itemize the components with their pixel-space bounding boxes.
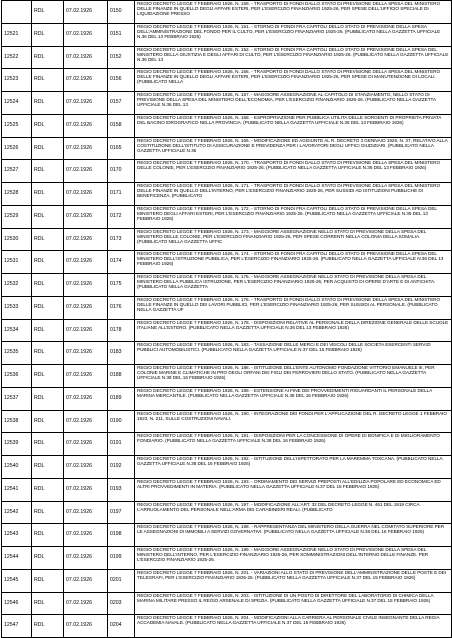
law-date-cell: 07.02.1926 xyxy=(64,319,108,342)
law-description-cell: REGIO DECRETO LEGGE 7 FEBBRAIO 1926, N. 157. - MAGGIORE ASSEGNAZIONE AL CAPITOLO DI STANZIAMENTO, NELLO STATO DI PREVISIONE DELLA SPESA DEL MINISTERO DELL'ECONOMIA, PER L'ESERCIZIO FINANZIARIO 1925-26. (PUBBLICATO NELLA GAZZETTA UFFICIALE N.36 DEL 13 xyxy=(135,92,452,115)
table-row xyxy=(2,1,452,24)
law-description-cell: REGIO DECRETO LEGGE 7 FEBBRAIO 1926, N. 173. - MAGGIORE ASSEGNAZIONE NELLO STATO DI PREVISIONE DELLA SPESA DEL MINISTERO DELLE COLONIE, PER L'ESERCIZIO FINANZIARIO 1925-26, PER SPESE CORRENTI NELLA COLONIA DELLA SOMALIA. (PUBBLICATO NELLA GAZZETTA UFFIC xyxy=(135,228,452,251)
table-row xyxy=(2,342,452,365)
law-code-cell: 0201 xyxy=(108,569,135,592)
law-date-cell: 07.02.1926 xyxy=(64,342,108,365)
law-number-cell: 12529 xyxy=(2,205,32,228)
law-type-cell: RDL xyxy=(32,183,64,206)
law-number-cell: 12547 xyxy=(2,615,32,638)
law-description-cell: REGIO DECRETO LEGGE 7 FEBBRAIO 1926, N. 191. - DISPOSIZIONI PER LA CONCESSIONE DI OPERE DI BONIFICA E DI MIGLIORAMENTO FONDIARIO. (PUBBLICATO NELLA GAZZETTA UFFICIALE N.38 DEL 16 FEBBRAIO 1926) xyxy=(135,433,452,456)
law-code-cell: 0173 xyxy=(108,228,135,251)
law-date-cell: 07.02.1926 xyxy=(64,92,108,115)
law-date-cell: 07.02.1926 xyxy=(64,433,108,456)
law-code-cell: 0151 xyxy=(108,23,135,46)
law-number-cell: 12539 xyxy=(2,433,32,456)
law-type-cell: RDL xyxy=(32,205,64,228)
law-type-cell: RDL xyxy=(32,592,64,615)
law-date-cell: 07.02.1926 xyxy=(64,501,108,524)
law-code-cell: 0198 xyxy=(108,524,135,547)
table-row xyxy=(2,137,452,160)
law-number-cell: 12525 xyxy=(2,114,32,137)
law-date-cell: 07.02.1926 xyxy=(64,478,108,501)
law-description-cell: REGIO DECRETO LEGGE 7 FEBBRAIO 1926, N. 171. - TRASPORTO DI FONDI DALLO STATO DI PREVISIONE DELLA SPESA DEL MINISTERO DELLE FINANZE IN QUELLO DELL'INTERNO, PER L'ESERCIZIO FINANZIARIO 1925-26, PER SUSSIDI AD ISTITUZIONI PUBBLICHE DI BENEFICENZA. (PUBBLICATO xyxy=(135,183,452,206)
law-number-cell: 12530 xyxy=(2,228,32,251)
law-date-cell: 07.02.1926 xyxy=(64,114,108,137)
law-type-cell: RDL xyxy=(32,69,64,92)
laws-table-body xyxy=(2,1,452,638)
law-code-cell: 0150 xyxy=(108,1,135,24)
law-number-cell: 12521 xyxy=(2,23,32,46)
law-number-cell: 12532 xyxy=(2,274,32,297)
table-row xyxy=(2,114,452,137)
law-date-cell: 07.02.1926 xyxy=(64,23,108,46)
law-number-cell xyxy=(2,1,32,24)
law-description-cell: REGIO DECRETO LEGGE 7 FEBBRAIO 1926, N. 156. - TRASPORTO DI FONDI DALLO STATO DI PREVISIONE DELLA SPESA DEL MINISTERO DELLE FINANZE IN QUELLO DEGLI AFFARI ESTERI, PER L'ESERCIZIO FINANZIARIO 1925-26, PER SPESE DI MANUTENZIONE DI LOCALI. (PUBBLICATO NELLA xyxy=(135,69,452,92)
law-description-cell: REGIO DECRETO LEGGE 7 FEBBRAIO 1926, N. 199. - MAGGIORE ASSEGNAZIONE NELLO STATO DI PREVISIONE DELLA SPESA DEL MINISTERO DELL'INTERNO, PER L'ESERCIZIO FINANZIARIO 1925-26, PER SOMMINISTRAZIONI DELL'INTERNO DELLE FINANZE. PER L'ESERCIZIO FINANZIARIO 1925-26. xyxy=(135,547,452,570)
law-description-cell: REGIO DECRETO LEGGE 7 FEBBRAIO 1926, N. 190. - INTEGRAZIONE DEI FONDI PER L'APPLICAZIONE DEL R. DECRETO LEGGE 1 FEBBRAIO 1923, N. 211, SULLE COSTRUZIONI NAVALI. xyxy=(135,410,452,433)
law-code-cell: 0172 xyxy=(108,205,135,228)
law-date-cell: 07.02.1926 xyxy=(64,69,108,92)
law-type-cell: RDL xyxy=(32,23,64,46)
table-row xyxy=(2,160,452,183)
law-type-cell: RDL xyxy=(32,160,64,183)
law-code-cell: 0191 xyxy=(108,433,135,456)
table-row xyxy=(2,228,452,251)
law-code-cell: 0189 xyxy=(108,387,135,410)
law-description-cell: REGIO DECRETO LEGGE 7 FEBBRAIO 1926, N. 165. - MODIFICAZIONE ED AGGIUNTE AL R. DECRETO 3 GENNAIO 1926, N. 37, RELATIVO ALLA COSTITUZIONE DELL'ISTITUTO DI ASSICURAZIONE E PREVIDENZA PER I LAVORATORI DEGLI UFFICI GIUDIZIARI. (PUBBLICATO NELLA GAZZETTA UFFICIALE N.36 xyxy=(135,137,452,160)
law-number-cell: 12534 xyxy=(2,319,32,342)
table-row xyxy=(2,569,452,592)
law-type-cell: RDL xyxy=(32,547,64,570)
law-code-cell: 0190 xyxy=(108,410,135,433)
law-code-cell: 0171 xyxy=(108,183,135,206)
law-description-cell: REGIO DECRETO LEGGE 7 FEBBRAIO 1926, N. 189. - ESTENSIONE AI FINE DEI PROVVEDIMENTI RIGUARDANTI IL PERSONALE DELLA MARINA MERCANTILE. (PUBBLICATO NELLA GAZZETTA UFFICIALE N.38 DEL 16 FEBBRAIO 1926) xyxy=(135,387,452,410)
table-row xyxy=(2,478,452,501)
law-date-cell: 07.02.1926 xyxy=(64,183,108,206)
law-number-cell: 12535 xyxy=(2,342,32,365)
law-date-cell: 07.02.1926 xyxy=(64,228,108,251)
law-number-cell: 12540 xyxy=(2,456,32,479)
law-number-cell: 12528 xyxy=(2,183,32,206)
law-date-cell: 07.02.1926 xyxy=(64,569,108,592)
law-type-cell: RDL xyxy=(32,524,64,547)
law-number-cell: 12531 xyxy=(2,251,32,274)
table-row xyxy=(2,319,452,342)
table-row xyxy=(2,433,452,456)
law-description-cell: REGIO DECRETO LEGGE 7 FEBBRAIO 1926, N. 183. - TASSAZIONE DELLE MERCI E DEI VEICOLI DELLE SOCIETA ESERCENTI SERVIZI PUBBLICI AUTOMOBILISTICI. (PUBBLICATO NELLA GAZZETTA UFFICIALE N.37 DEL 15 FEBBRAIO 1926) xyxy=(135,342,452,365)
law-type-cell: RDL xyxy=(32,114,64,137)
law-code-cell: 0174 xyxy=(108,251,135,274)
law-type-cell: RDL xyxy=(32,1,64,24)
table-row xyxy=(2,501,452,524)
law-date-cell: 07.02.1926 xyxy=(64,456,108,479)
law-number-cell: 12533 xyxy=(2,296,32,319)
law-description-cell: REGIO DECRETO LEGGE 7 FEBBRAIO 1926, N. 158. - ESPROPRIAZIONE PER PUBBLICA UTILITA DELLE SORGENTI DI PROPRIETA PRIVATA DEL BACINO IDROGRAFICO NELLA PROVINCIA. (PUBBLICATO NELLA GAZZETTA UFFICIALE N.36 DEL 13 FEBBRAIO 1926) xyxy=(135,114,452,137)
law-number-cell: 12527 xyxy=(2,160,32,183)
table-row xyxy=(2,456,452,479)
law-code-cell: 0175 xyxy=(108,274,135,297)
law-description-cell: REGIO DECRETO LEGGE 7 FEBBRAIO 1926, N. 201. - VARIAZIONI ALLO STATO DI PREVISIONE DELL'AMMINISTRAZIONE DELLE POSTE E DEI TELEGRAFI, PER L'ESERCIZIO FINANZIARIO 1925-26. (PUBBLICATO NELLA GAZZETTA UFFICIALE N.37 DEL 15 FEBBRAIO 1926) xyxy=(135,569,452,592)
law-type-cell: RDL xyxy=(32,228,64,251)
law-description-cell: REGIO DECRETO LEGGE 7 FEBBRAIO 1926, N. 175. - MAGGIORE ASSEGNAZIONE NELLO STATO DI PREVISIONE DELLA SPESA DEL MINISTERO DELLA PUBBLICA ISTRUZIONE, PER L'ESERCIZIO FINANZIARIO 1925-26, PER ACQUISTO DI OPERE D'ARTE E DI ANTICHITA. (PUBBLICATO NELLA GAZZETTA xyxy=(135,274,452,297)
law-date-cell: 07.02.1926 xyxy=(64,1,108,24)
law-description-cell: REGIO DECRETO LEGGE 7 FEBBRAIO 1926, N. 198. - RAPPRESENTANZA DEL MINISTERO DELLA GUERRA NEL COMITATO SUPERIORE PER LE ASSEGNAZIONI DI IMMOBILI A SERVIZI GOVERNATIVI. (PUBBLICATO NELLA GAZZETTA UFFICIALE N.38 DEL 16 FEBBRAIO 1926) xyxy=(135,524,452,547)
table-row xyxy=(2,387,452,410)
law-code-cell: 0176 xyxy=(108,296,135,319)
law-description-cell: REGIO DECRETO LEGGE 7 FEBBRAIO 1926, N. 197. - MODIFICAZIONE ALL'ART. 32 DEL DECRETO LEGGE N. 461 DEL 1919 CIRCA L'ARRUOLAMENTO DEL PERSONALE NELL'ARMA DEI CARABINIERI REALI. (PUBBLICATO xyxy=(135,501,452,524)
law-description-cell: REGIO DECRETO LEGGE 7 FEBBRAIO 1926, N. 178. - DISPOSIZIONI RELATIVE AL PERSONALE DELLA DIREZIONE GENERALE DELLE SCUOLE ITALIANE ALL'ESTERO. (PUBBLICATO NELLA GAZZETTA UFFICIALE N.36 DEL 13 FEBBRAIO 1926) xyxy=(135,319,452,342)
table-row xyxy=(2,410,452,433)
law-code-cell: 0188 xyxy=(108,365,135,388)
law-number-cell: 12544 xyxy=(2,547,32,570)
law-number-cell: 12546 xyxy=(2,592,32,615)
law-type-cell: RDL xyxy=(32,433,64,456)
table-row xyxy=(2,592,452,615)
law-code-cell: 0203 xyxy=(108,592,135,615)
law-type-cell: RDL xyxy=(32,569,64,592)
law-type-cell: RDL xyxy=(32,137,64,160)
law-type-cell: RDL xyxy=(32,319,64,342)
law-date-cell: 07.02.1926 xyxy=(64,592,108,615)
law-code-cell: 0158 xyxy=(108,114,135,137)
law-type-cell: RDL xyxy=(32,46,64,69)
law-date-cell: 07.02.1926 xyxy=(64,46,108,69)
law-type-cell: RDL xyxy=(32,387,64,410)
law-code-cell: 0183 xyxy=(108,342,135,365)
table-row xyxy=(2,547,452,570)
law-number-cell: 12522 xyxy=(2,46,32,69)
law-code-cell: 0193 xyxy=(108,478,135,501)
table-row xyxy=(2,296,452,319)
laws-table xyxy=(1,0,452,638)
law-date-cell: 07.02.1926 xyxy=(64,274,108,297)
law-type-cell: RDL xyxy=(32,251,64,274)
law-date-cell: 07.02.1926 xyxy=(64,296,108,319)
table-row xyxy=(2,23,452,46)
law-type-cell: RDL xyxy=(32,478,64,501)
law-type-cell: RDL xyxy=(32,92,64,115)
law-code-cell: 0197 xyxy=(108,501,135,524)
law-date-cell: 07.02.1926 xyxy=(64,137,108,160)
law-code-cell: 0157 xyxy=(108,92,135,115)
law-description-cell: REGIO DECRETO LEGGE 7 FEBBRAIO 1926, N. 170. - TRASPORTO DI FONDI DALLO STATO DI PREVISIONE DELLA SPESA DEL MINISTERO DELLE COLONIE, PER L'ESERCIZIO FINANZIARIO 1925-26. (PUBBLICATO NELLA GAZZETTA UFFICIALE N.36 DEL 13 FEBBRAIO 1926) xyxy=(135,160,452,183)
law-type-cell: RDL xyxy=(32,501,64,524)
law-date-cell: 07.02.1926 xyxy=(64,160,108,183)
law-description-cell: REGIO DECRETO LEGGE 7 FEBBRAIO 1926, N. 193. - ORDINAMENTO DEI SERVIZI PREPOSTI ALL'EDILIZIA POPOLARE ED ECONOMICA ED ALTRI PROVVEDIMENTI IN MATERIA. (PUBBLICATO NELLA GAZZETTA UFFICIALE N.37 DEL 15 FEBBRAIO 1926) xyxy=(135,478,452,501)
law-number-cell: 12538 xyxy=(2,410,32,433)
table-row xyxy=(2,274,452,297)
law-number-cell: 12541 xyxy=(2,478,32,501)
law-type-cell: RDL xyxy=(32,410,64,433)
law-description-cell: REGIO DECRETO LEGGE 7 FEBBRAIO 1926, N. 151. - STORNO DI FONDI FRA CAPITOLI DELLO STATO DI PREVISIONE DELLA SPESA DELL'AMMINISTRAZIONE DEL FONDO PER IL CULTO, PER L'ESERCIZIO FINANZIARIO 1925-26. (PUBBLICATO NELLA GAZZETTA UFFICIALE N.36 DEL 13 FEBBRAIO 1926) xyxy=(135,23,452,46)
law-code-cell: 0152 xyxy=(108,46,135,69)
law-number-cell: 12524 xyxy=(2,92,32,115)
law-type-cell: RDL xyxy=(32,274,64,297)
law-code-cell: 0165 xyxy=(108,137,135,160)
law-description-cell: REGIO DECRETO LEGGE 7 FEBBRAIO 1926, N. 204. - MODIFICAZIONI ALLA CARRIERA AL PERSONALE CIVILE INSEGNANTE DELLA REGIA ACCADEMIA NAVALE. (PUBBLICATO NELLA GAZZETTA UFFICIALE N.37 DEL 15 FEBBRAIO 1926) xyxy=(135,615,452,638)
table-row xyxy=(2,365,452,388)
law-description-cell: REGIO DECRETO LEGGE 7 FEBBRAIO 1926, N. 174. - STORNO DI FONDI FRA CAPITOLI DELLO STATO DI PREVISIONE DELLA SPESA DEL MINISTERO DELL'ISTRUZIONE PUBBLICA, PER L'ESERCIZIO FINANZIARIO 1925-26. (PUBBLICATO NELLA GAZZETTA UFFICIALE N.36 DEL 13 FEBBRAIO 1926) xyxy=(135,251,452,274)
law-date-cell: 07.02.1926 xyxy=(64,387,108,410)
table-row xyxy=(2,615,452,638)
law-number-cell: 12543 xyxy=(2,524,32,547)
law-description-cell: REGIO DECRETO LEGGE 7 FEBBRAIO 1926, N. 192. - ISTITUZIONE DELL'ISPETTORATO PER LA MAREMMA TOSCANA. (PUBBLICATO NELLA GAZZETTA UFFICIALE N.38 DEL 16 FEBBRAIO 1926) xyxy=(135,456,452,479)
law-description-cell: REGIO DECRETO LEGGE 7 FEBBRAIO 1926, N. 176. - TRASPORTO DI FONDI DALLO STATO DI PREVISIONE DELLA SPESA DEL MINISTERO DELLE FINANZE IN QUELLO DEI LAVORI PUBBLICI, PER L'ESERCIZIO FINANZIARIO 1925-26, PER SUSSIDI AL PERSONALE. (PUBBLICATO NELLA GAZZETTA UF xyxy=(135,296,452,319)
table-row xyxy=(2,46,452,69)
law-code-cell: 0156 xyxy=(108,69,135,92)
table-row xyxy=(2,251,452,274)
law-code-cell: 0204 xyxy=(108,615,135,638)
table-row xyxy=(2,183,452,206)
law-description-cell: REGIO DECRETO LEGGE 7 FEBBRAIO 1926, N. 152. - STORNO DI FONDI FRA CAPITOLI DELLO STATO DI PREVISIONE DELLA SPESA DEL MINISTERO DELLA GIUSTIZIA E DEGLI AFFARI DI CULTO, PER L'ESERCIZIO FINANZIARIO 1925-26. (PUBBLICATO NELLA GAZZETTA UFFICIALE N.36 DEL 13 xyxy=(135,46,452,69)
table-row xyxy=(2,92,452,115)
law-date-cell: 07.02.1926 xyxy=(64,547,108,570)
table-row xyxy=(2,205,452,228)
law-date-cell: 07.02.1926 xyxy=(64,205,108,228)
law-number-cell: 12526 xyxy=(2,137,32,160)
law-type-cell: RDL xyxy=(32,296,64,319)
law-date-cell: 07.02.1926 xyxy=(64,410,108,433)
law-code-cell: 0170 xyxy=(108,160,135,183)
law-description-cell: REGIO DECRETO LEGGE 7 FEBBRAIO 1926, N. 203. - ISTITUZIONE DI UN POSTO DI DIRETTORE DEL LABORATORIO DI CHIMICA DELLA MARINA MILITARE PRESSO IL REGIO ARSENALE DI SPEZIA. (PUBBLICATO NELLA GAZZETTA UFFICIALE N.37 DEL 15 FEBBRAIO 1926) xyxy=(135,592,452,615)
law-code-cell: 0199 xyxy=(108,547,135,570)
law-number-cell: 12523 xyxy=(2,69,32,92)
law-type-cell: RDL xyxy=(32,615,64,638)
law-number-cell: 12542 xyxy=(2,501,32,524)
law-date-cell: 07.02.1926 xyxy=(64,524,108,547)
table-row xyxy=(2,524,452,547)
law-date-cell: 07.02.1926 xyxy=(64,615,108,638)
law-type-cell: RDL xyxy=(32,342,64,365)
law-number-cell: 12537 xyxy=(2,387,32,410)
law-number-cell: 12545 xyxy=(2,569,32,592)
law-description-cell: REGIO DECRETO LEGGE 7 FEBBRAIO 1926, N. 188. - ISTITUZIONE DELL'ENTE AUTONOMO FONDAZIONE VITTORIO EMANUELE III, PER COLONIE MARINE E CLIMATICHE IN PRO DEGLI ORFANI DEI FIGLI DEI FERROVIERI DELLO STATO. (PUBBLICATO NELLA GAZZETTA UFFICIALE N.38 DEL 16 FEBBRAIO 1926) xyxy=(135,365,452,388)
table-row xyxy=(2,69,452,92)
law-description-cell: REGIO DECRETO LEGGE 7 FEBBRAIO 1926, N. 172. - STORNO DI FONDI FRA CAPITOLI DELLO STATO DI PREVISIONE DELLA SPESA DEL MINISTERO DEGLI AFFARI ESTERI, PER L'ESERCIZIO FINANZIARIO 1925-26. (PUBBLICATO NELLA GAZZETTA UFFICIALE N.36 DEL 13 FEBBRAIO 1926) xyxy=(135,205,452,228)
law-type-cell: RDL xyxy=(32,456,64,479)
law-description-cell: REGIO DECRETO LEGGE 7 FEBBRAIO 1926, N. 159. - TRASPORTO DI FONDI DALLO STATO DI PREVISIONE DELLA SPESA DEL MINISTERO DELLE FINANZE IN QUELLO DEGLI AFFARI ESTERI, PER L'ESERCIZIO FINANZIARIO 1925-26, PER SPESE DELL'UFFICIO SPECIALE DI LIQUIDAZIONE PRESSO xyxy=(135,1,452,24)
law-code-cell: 0178 xyxy=(108,319,135,342)
law-number-cell: 12536 xyxy=(2,365,32,388)
law-type-cell: RDL xyxy=(32,365,64,388)
law-date-cell: 07.02.1926 xyxy=(64,365,108,388)
law-code-cell: 0192 xyxy=(108,456,135,479)
law-date-cell: 07.02.1926 xyxy=(64,251,108,274)
